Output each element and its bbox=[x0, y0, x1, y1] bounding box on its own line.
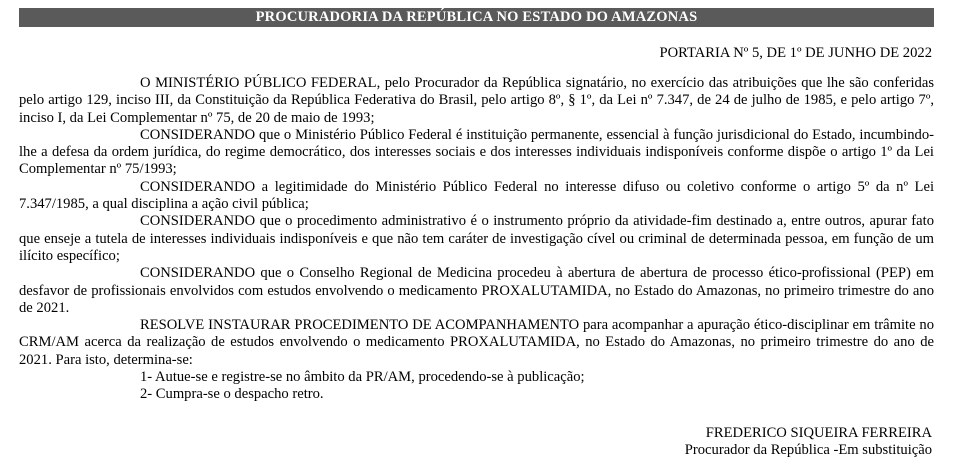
list-item: 1- Autue-se e registre-se no âmbito da PR/AM, procedendo-se à publicação; bbox=[140, 369, 585, 386]
signatory-name: FREDERICO SIQUEIRA FERREIRA bbox=[705, 424, 932, 441]
document-body bbox=[19, 75, 934, 404]
header-title: PROCURADORIA DA REPÚBLICA NO ESTADO DO AMAZONAS bbox=[19, 8, 934, 27]
paragraph-considerando-4: CONSIDERANDO que o Conselho Regional de Medicina procedeu à abertura de abertura de processo ético-profissional (PEP) em desfavor de profissionais envolvidos com estudos envolvendo o medicamento PROXALUTAMIDA, no Estado do Amazonas, no primeiro trimestre do ano de 2021. bbox=[19, 265, 934, 316]
portaria-title: PORTARIA Nº 5, DE 1º DE JUNHO DE 2022 bbox=[659, 45, 932, 61]
signature-block bbox=[19, 425, 934, 460]
list-item: 2- Cumpra-se o despacho retro. bbox=[140, 386, 324, 403]
signatory-role: Procurador da República -Em substituição bbox=[684, 441, 932, 458]
paragraph-considerando-2: CONSIDERANDO a legitimidade do Ministério Público Federal no interesse difuso ou coletivo conforme o artigo 5º da nº Lei 7.347/1985, a qual disciplina a ação civil pública; bbox=[19, 178, 934, 213]
paragraph-considerando-1: CONSIDERANDO que o Ministério Público Federal é instituição permanente, essencial à função jurisdicional do Estado, incumbindo-lhe a defesa da ordem jurídica, do regime democrático, dos interesses sociais e dos interesses individuais indisponíveis conforme dispõe o artigo 1º da Lei Complementar nº 75/1993; bbox=[19, 126, 934, 178]
paragraph-considerando-3: CONSIDERANDO que o procedimento administrativo é o instrumento próprio da atividade-fim destinado a, entre outros, apurar fato que enseje a tutela de interesses individuais indisponíveis e que não tem caráter de investigação cível ou criminal de determinada pessoa, em função de um ilícito específico; bbox=[19, 213, 934, 264]
paragraph-resolve: RESOLVE INSTAURAR PROCEDIMENTO DE ACOMPANHAMENTO para acompanhar a apuração ético-disciplinar em trâmite no CRM/AM acerca da realização de estudos envolvendo o medicamento PROXALUTAMIDA, no Estado do Amazonas, no primeiro trimestre do ano de 2021. Para isto, determina-se: bbox=[19, 317, 934, 368]
paragraph-preamble: O MINISTÉRIO PÚBLICO FEDERAL, pelo Procurador da República signatário, no exercício das atribuições que lhe são conferidas pelo artigo 129, inciso III, da Constituição da República Federativa do Brasil, pelo artigo 8º, § 1º, da Lei nº 7.347, de 24 de julho de 1985, e pelo artigo 7º, inciso I, da Lei Complementar nº 75, de 20 de maio de 1993; bbox=[19, 75, 934, 126]
